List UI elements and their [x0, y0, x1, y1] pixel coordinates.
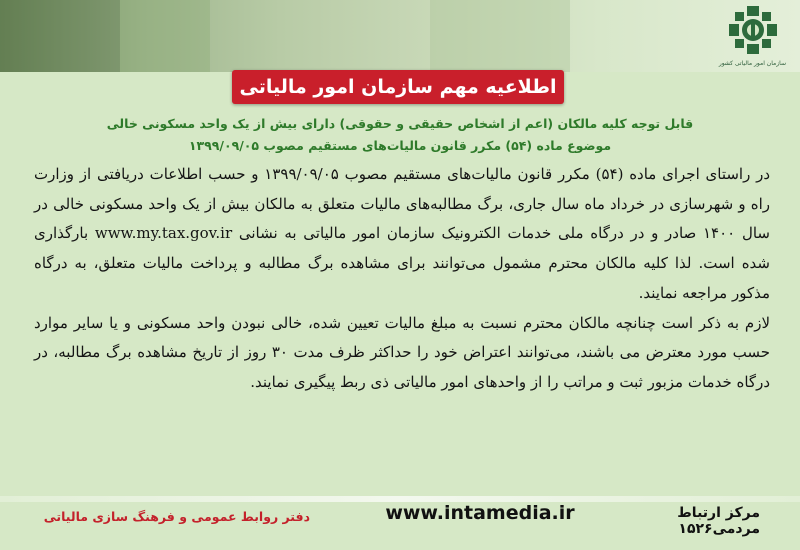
header-photo-strip	[0, 0, 800, 72]
body-paragraph-2: لازم به ذکر است چنانچه مالکان محترم نسبت به مبلغ مالیات تعیین شده، خالی نبودن واحد مسکونی و یا سایر موارد حسب مورد معترض می باشند، می‌توانند اعتراض خود را حداکثر ظرف مدت ۳۰ روز از تاریخ مشاهده برگ مطالبه، در درگاه خدمات مزبور ثبت و مراتب را از واحدهای امور مالیاتی ذی ربط پیگیری نمایند.	[34, 313, 770, 391]
public-relations-office-label: دفتر روابط عمومی و فرهنگ سازی مالیاتی	[43, 509, 310, 524]
announcement-body	[34, 160, 770, 398]
announcement-title-banner: اطلاعیه مهم سازمان امور مالیاتی	[232, 70, 564, 104]
subtitle-line-2: موضوع ماده (۵۴) مکرر قانون مالیات‌های مستقیم مصوب ۱۳۹۹/۰۹/۰۵	[188, 138, 612, 153]
website-link[interactable]: www.intamedia.ir	[385, 502, 575, 524]
organization-logo	[720, 4, 786, 74]
logo-caption: سازمان امور مالیاتی کشور	[718, 60, 786, 67]
tax-emblem-icon	[727, 4, 779, 56]
body-paragraph-1: در راستای اجرای ماده (۵۴) مکرر قانون مالیات‌های مستقیم مصوب ۱۳۹۹/۰۹/۰۵ و حسب اطلاعات دریافتی از وزارت راه و شهرسازی در خرداد ماه سال جاری، برگ مطالبه‌های مالیات متعلق به مالکان بیش از یک واحد مسکونی خالی در سال ۱۴۰۰ صادر و در درگاه ملی خدمات الکترونیک سازمان امور مالیاتی به نشانی www.my.tax.gov.ir بارگذاری شده است. لذا کلیه مالکان محترم مشمول می‌توانند برای مشاهده برگ مطالبه و پرداخت مالیات متعلق، به درگاه مذکور مراجعه نمایند.	[34, 165, 771, 302]
contact-center-label: مرکز ارتباط مردمی۱۵۲۶	[677, 505, 760, 537]
subtitle-line-1: قابل توجه کلیه مالکان (اعم از اشخاص حقیقی و حقوقی) دارای بیش از یک واحد مسکونی خالی	[106, 116, 694, 131]
